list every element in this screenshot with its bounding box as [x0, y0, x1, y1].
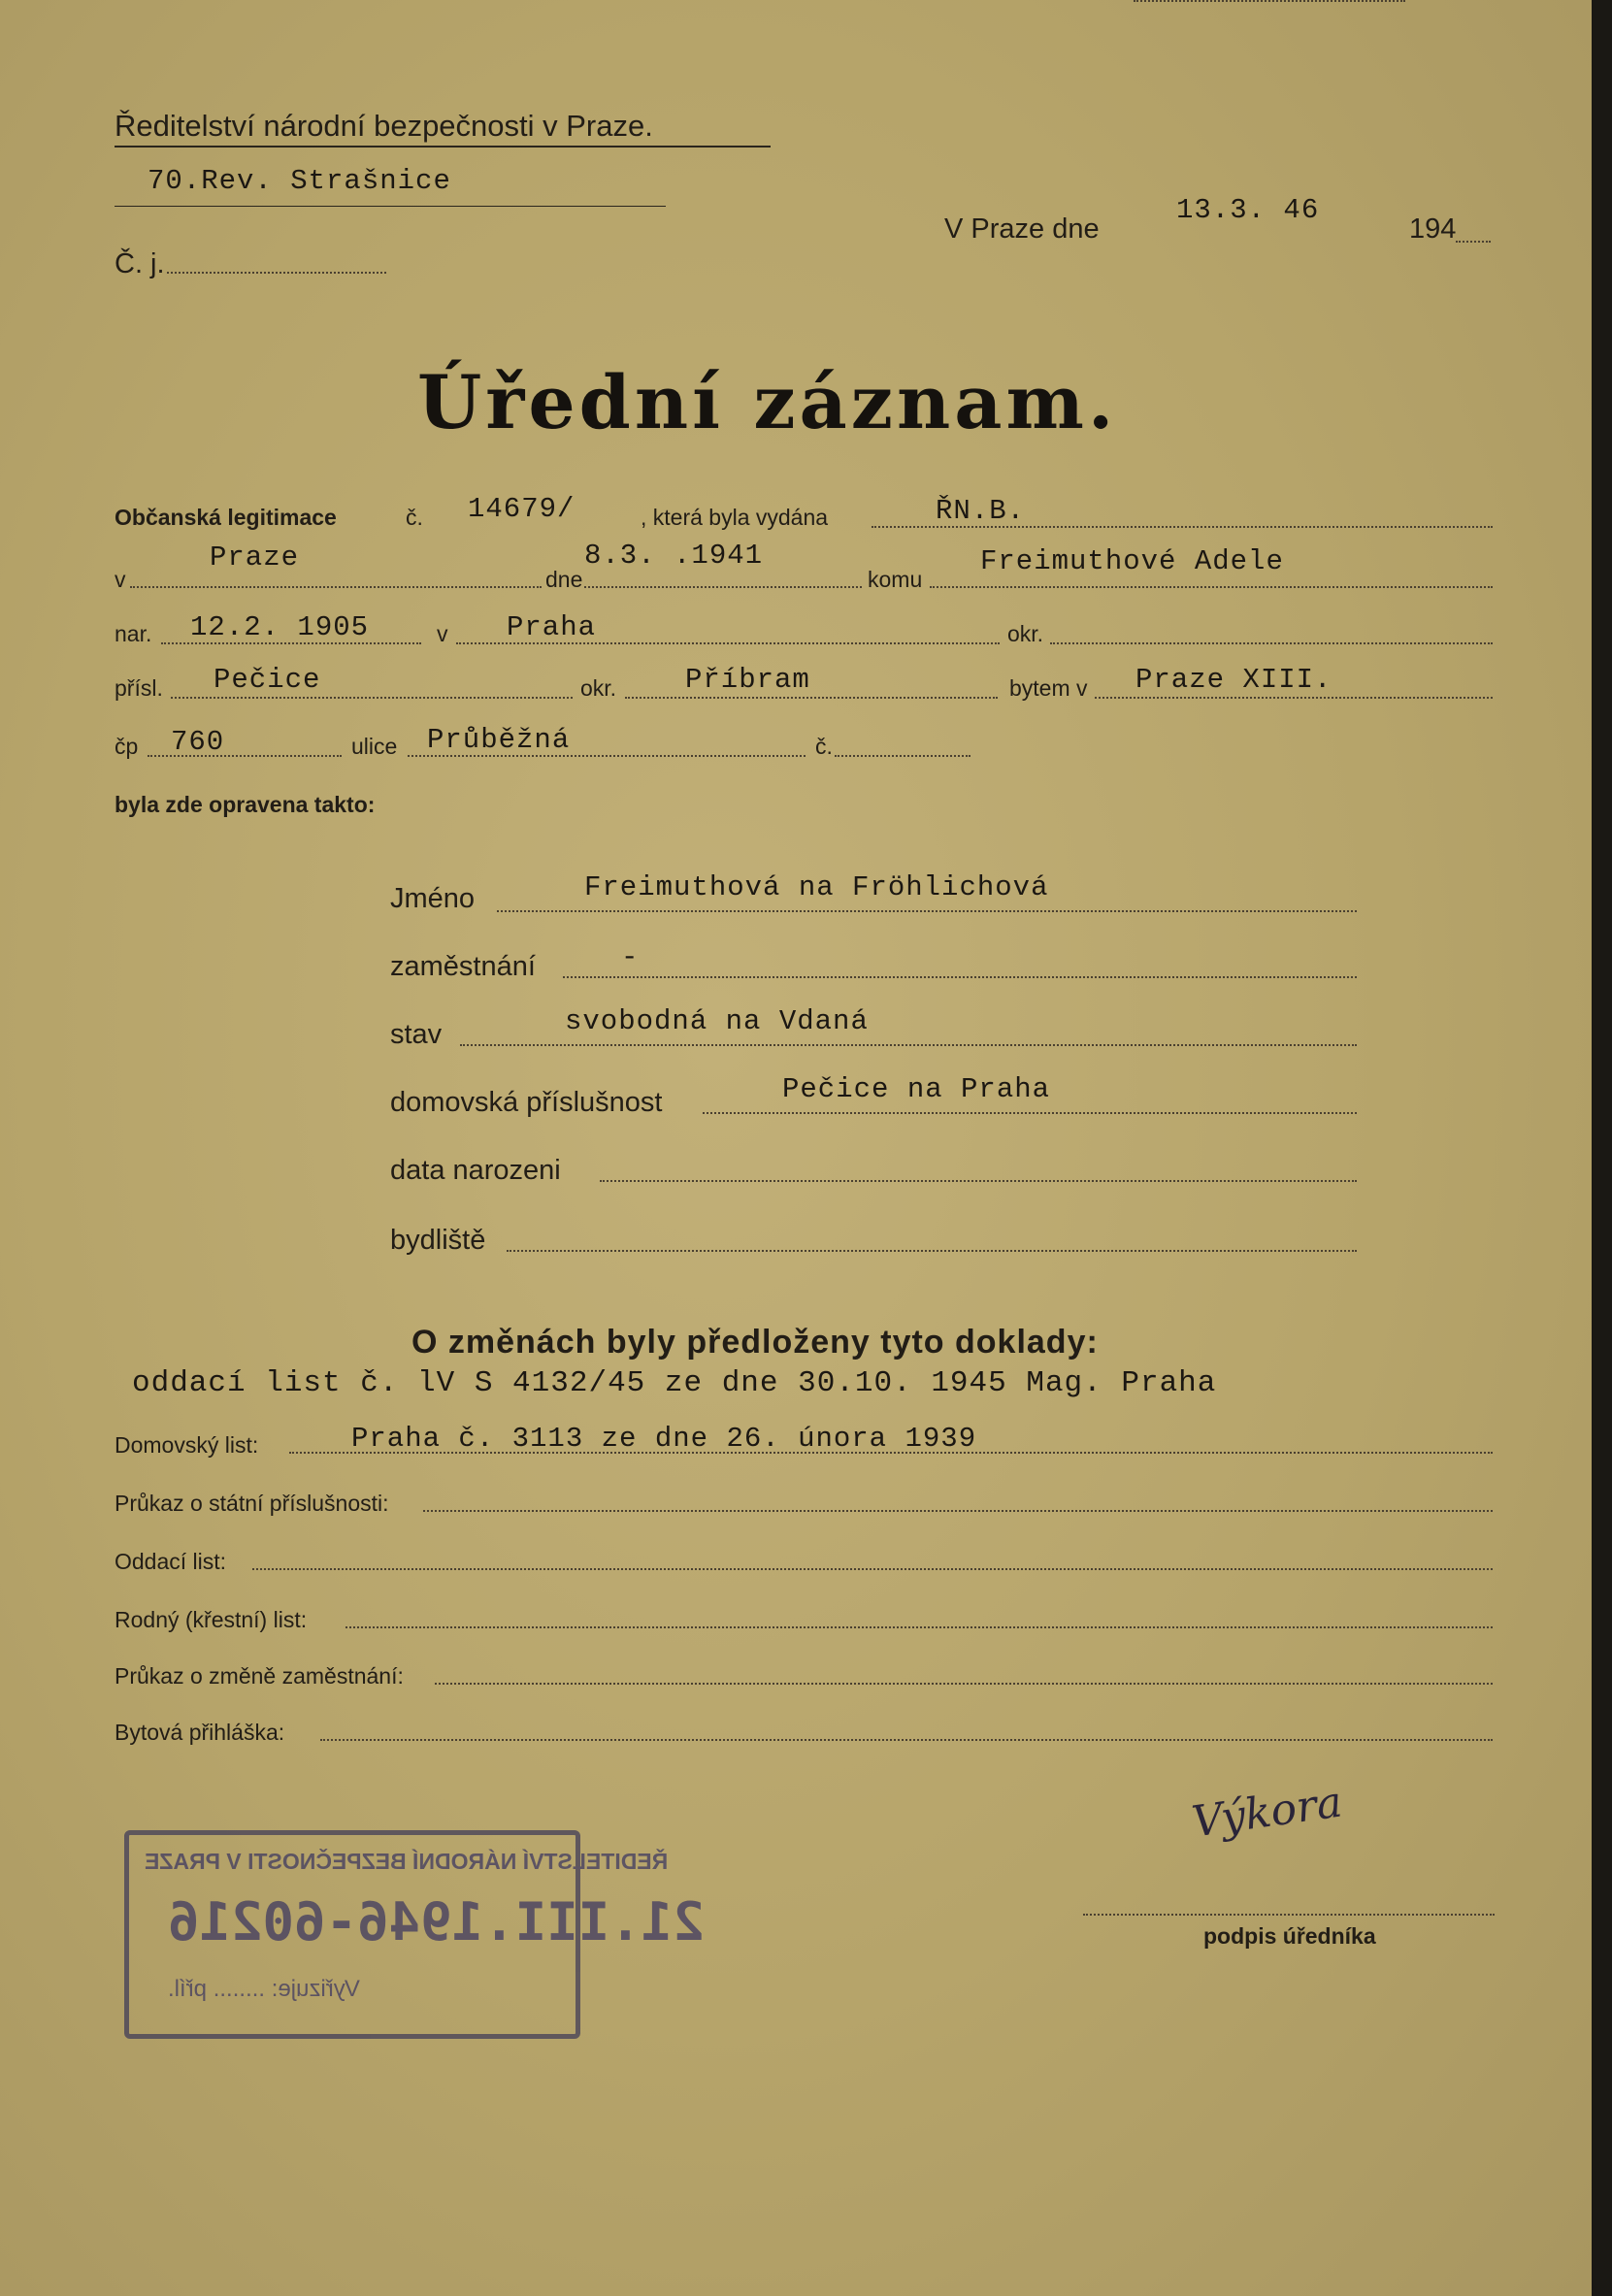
stamp-handler-text: Vyřizuje: ........ příl. [168, 1976, 360, 2002]
zmena-label: Průkaz o změně zaměstnání: [115, 1663, 404, 1689]
domovska-line [703, 1112, 1357, 1114]
legitimace-number: 14679/ [468, 493, 576, 525]
prisl-line [171, 697, 573, 699]
zamestnani-value: - [621, 941, 640, 973]
rodny-line [345, 1626, 1493, 1628]
bytem-line [1095, 697, 1493, 699]
jmeno-value: Freimuthová na Fröhlichová [584, 871, 1049, 903]
issued-by: ŘN.B. [936, 495, 1026, 527]
dne-label: dne [545, 567, 583, 592]
official-signature: Výkora [1189, 1777, 1346, 1848]
stav-value: svobodná na Vdaná [565, 1005, 869, 1037]
okr-label: okr. [1007, 621, 1044, 646]
office-heading: Ředitelství národní bezpečnosti v Praze. [115, 109, 653, 143]
stav-line [460, 1044, 1357, 1046]
cp-label: čp [115, 734, 139, 759]
issued-label: , která byla vydána [641, 505, 829, 530]
station-line [115, 206, 666, 207]
corrected-label: byla zde opravena takto: [115, 792, 376, 817]
cj-label: Č. j. [115, 248, 165, 279]
v2-label: v [437, 621, 448, 646]
ulice-value: Průběžná [427, 724, 571, 756]
rodny-label: Rodný (křestní) list: [115, 1607, 308, 1632]
document-title: Úřední záznam. [417, 359, 1118, 445]
stamp-number-text: 21.III.1946-60216 [168, 1891, 705, 1952]
komu-value: Freimuthové Adele [980, 545, 1284, 577]
cj-line [167, 272, 386, 274]
year-prefix: 194 [1409, 213, 1457, 245]
station-text: 70.Rev. Strašnice [148, 165, 451, 197]
documents-typed-line: oddací list č. lV S 4132/45 ze dne 30.10. 1945 Mag. Praha [132, 1366, 1217, 1400]
c-label: č. [406, 505, 423, 530]
jmeno-label: Jméno [390, 883, 476, 914]
bytova-label: Bytová přihláška: [115, 1720, 285, 1745]
c2-line [835, 755, 970, 757]
date-line [1134, 0, 1405, 2]
domovska-label: domovská příslušnost [390, 1087, 663, 1118]
registry-stamp [124, 1830, 705, 2039]
oddaci-line [252, 1568, 1493, 1570]
birth-date: 12.2. 1905 [190, 611, 370, 643]
cp-value: 760 [171, 726, 225, 758]
documents-heading: O změnách byly předloženy tyto doklady: [411, 1324, 1099, 1361]
domovsky-value: Praha č. 3113 ze dne 26. února 1939 [351, 1423, 977, 1455]
oddaci-label: Oddací list: [115, 1549, 227, 1574]
domovsky-label: Domovský list: [115, 1432, 259, 1458]
komu-label: komu [868, 567, 923, 592]
office-underline [115, 146, 771, 148]
okr2-value: Příbram [685, 664, 810, 696]
komu-line [930, 586, 1493, 588]
zamestnani-label: zaměstnání [390, 951, 536, 982]
jmeno-line [497, 910, 1357, 912]
bytem-value: Praze XIII. [1135, 664, 1332, 696]
birth-place: Praha [507, 611, 597, 643]
legitimace-label: Občanská legitimace [115, 505, 337, 530]
signature-label: podpis úředníka [1203, 1923, 1376, 1949]
c2-label: č. [815, 734, 833, 759]
issued-place: Praze [210, 541, 300, 574]
stav-label: stav [390, 1019, 443, 1050]
issued-date: 8.3. .1941 [584, 540, 764, 572]
year-line [1456, 241, 1491, 243]
zmena-line [435, 1683, 1493, 1685]
data-line [600, 1180, 1357, 1182]
ulice-label: ulice [351, 734, 398, 759]
prukaz-line [423, 1510, 1493, 1512]
okr2-label: okr. [580, 675, 617, 701]
v-label: v [115, 567, 126, 592]
domovska-value: Pečice na Praha [782, 1073, 1051, 1105]
nar-label: nar. [115, 621, 152, 646]
place-line [130, 586, 542, 588]
prukaz-label: Průkaz o státní příslušnosti: [115, 1491, 389, 1516]
bydliste-line [507, 1250, 1357, 1252]
date-value: 13.3. 46 [1176, 194, 1320, 226]
bytova-line [320, 1739, 1493, 1741]
stamp-office-text: ŘEDITELSTVÍ NÁRODNÍ BEZPEČNOSTI V PRAZE [145, 1849, 669, 1874]
okr2-line [625, 697, 998, 699]
bydliste-label: bydliště [390, 1225, 486, 1256]
data-label: data narozeni [390, 1155, 561, 1186]
okr-line [1050, 642, 1493, 644]
prisl-label: přísl. [115, 675, 163, 701]
zamestnani-line [563, 976, 1357, 978]
issued-date-line [584, 586, 862, 588]
signature-line [1083, 1914, 1495, 1916]
prisl-value: Pečice [214, 664, 321, 696]
bytem-label: bytem v [1009, 675, 1088, 701]
city-date-label: V Praze dne [944, 213, 1100, 245]
